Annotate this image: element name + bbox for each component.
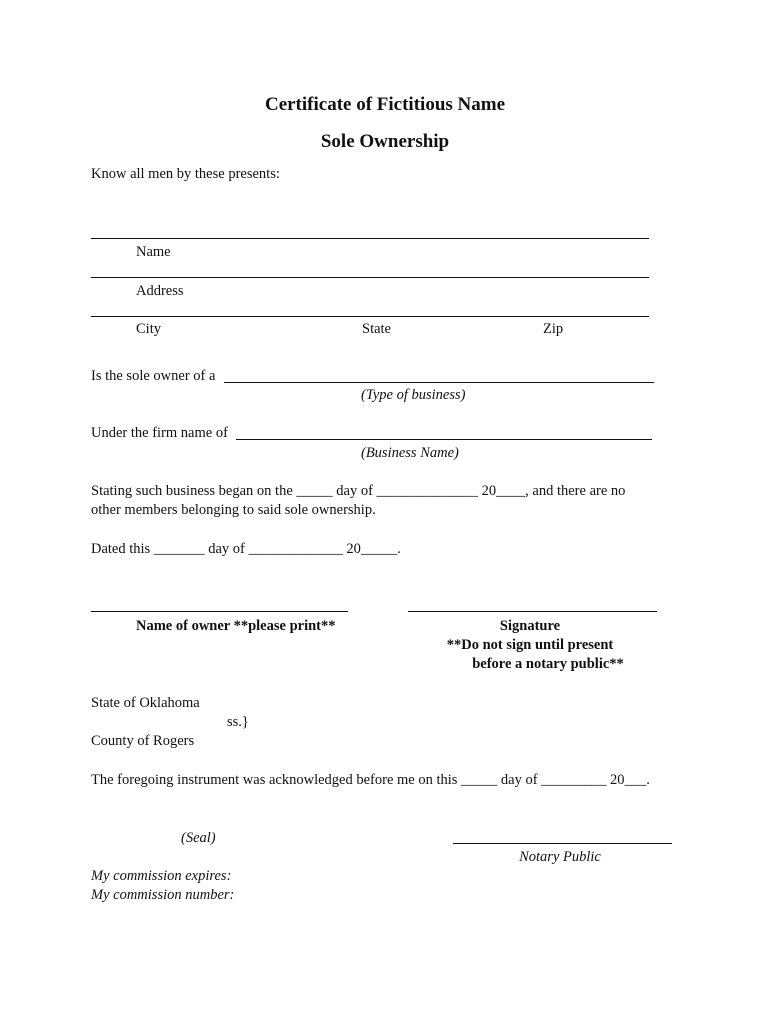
firm-name-field-line[interactable] — [236, 439, 652, 440]
notary-public-label: Notary Public — [519, 849, 601, 865]
name-label: Name — [136, 244, 171, 260]
business-type-field-line[interactable] — [224, 382, 654, 383]
city-label: City — [136, 321, 161, 337]
intro-text: Know all men by these presents: — [91, 166, 280, 182]
statement-line-2: other members belonging to said sole ownership. — [91, 502, 376, 518]
name-field-line[interactable] — [91, 238, 649, 239]
signature-note-2: before a notary public** — [472, 656, 624, 672]
business-name-caption: (Business Name) — [361, 445, 459, 461]
address-field-line[interactable] — [91, 277, 649, 278]
venue-ss: ss.} — [227, 714, 249, 730]
business-type-label: Is the sole owner of a — [91, 368, 216, 384]
zip-label: Zip — [543, 321, 564, 337]
signature-label: Signature — [499, 618, 561, 634]
commission-number-label: My commission number: — [91, 887, 235, 903]
venue-state: State of Oklahoma — [91, 695, 200, 711]
business-type-caption: (Type of business) — [361, 387, 466, 403]
commission-expires-label: My commission expires: — [91, 868, 232, 884]
venue-county: County of Rogers — [91, 733, 195, 749]
firm-name-label: Under the firm name of — [91, 425, 228, 441]
notary-signature-field-line[interactable] — [453, 843, 672, 844]
dated-line: Dated this _______ day of _____________ 20_____. — [91, 541, 401, 557]
address-label: Address — [136, 283, 184, 299]
document-subtitle: Sole Ownership — [320, 131, 450, 152]
statement-line-1: Stating such business began on the _____ day of ______________ 20____, and there are no — [91, 483, 626, 499]
city-state-zip-field-line[interactable] — [91, 316, 649, 317]
signature-field-line[interactable] — [408, 611, 657, 612]
acknowledgment-text: The foregoing instrument was acknowledged before me on this _____ day of _________ 20___. — [91, 772, 650, 788]
owner-name-field-line[interactable] — [91, 611, 348, 612]
owner-name-label: Name of owner **please print** — [136, 618, 336, 634]
seal-label: (Seal) — [181, 830, 216, 846]
state-label: State — [362, 321, 391, 337]
signature-note-1: **Do not sign until present — [446, 637, 614, 653]
document-title: Certificate of Fictitious Name — [264, 94, 506, 115]
